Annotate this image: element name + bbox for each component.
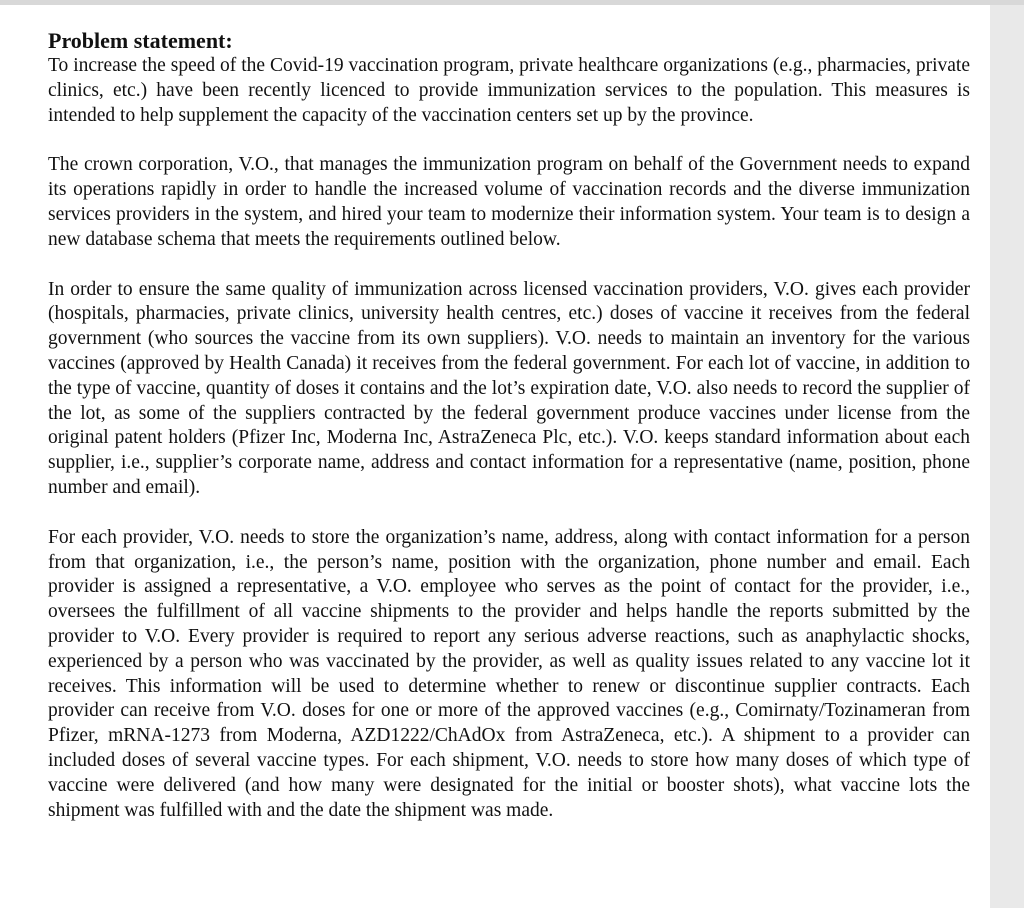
document-page <box>0 5 990 908</box>
paragraph-crown-corporation: The crown corporation, V.O., that manages the immunization program on behalf of the Government needs to expand its operations rapidly in order to handle the increased volume of vaccination records and the diverse immunization services providers in the system, and hired your team to modernize their information system. Your team is to design a new database schema that meets the requirements outlined below. <box>48 154 970 250</box>
problem-statement-heading: Problem statement: <box>48 28 233 53</box>
paragraph-vaccine-inventory: In order to ensure the same quality of immunization across licensed vaccination providers, V.O. gives each provider (hospitals, pharmacies, private clinics, university health centres, etc.) doses of vaccine it receives from the federal government (who sources the vaccine from its own suppliers). V.O. needs to maintain an inventory for the various vaccines (approved by Health Canada) it receives from the federal government. For each lot of vaccine, in addition to the type of vaccine, quantity of doses it contains and the lot’s expiration date, V.O. also needs to record the supplier of the lot, as some of the suppliers contracted by the federal government produce vaccines under license from the original patent holders (Pfizer Inc, Moderna Inc, AstraZeneca Plc, etc.). V.O. keeps standard information about each supplier, i.e., supplier’s corporate name, address and contact information for a representative (name, position, phone number and email). <box>48 278 970 498</box>
paragraph-intro: To increase the speed of the Covid-19 vaccination program, private healthcare organizations (e.g., pharmacies, private clinics, etc.) have been recently licenced to provide immunization services to the population. This measures is intended to help supplement the capacity of the vaccination centers set up by the province. <box>48 55 970 126</box>
document-content <box>48 28 970 823</box>
paragraph-providers-shipments: For each provider, V.O. needs to store the organization’s name, address, along with contact information for a person from that organization, i.e., the person’s name, position with the organization, phone number and email. Each provider is assigned a representative, a V.O. employee who serves as the point of contact for the provider, i.e., oversees the fulfillment of all vaccine shipments to the provider and helps handle the reports submitted by the provider to V.O. Every provider is required to report any serious adverse reactions, such as anaphylactic shocks, experienced by a person who was vaccinated by the provider, as well as quality issues related to any vaccine lot it receives. This information will be used to determine whether to renew or discontinue supplier contracts. Each provider can receive from V.O. doses for one or more of the approved vaccines (e.g., Comirnaty/Tozinameran from Pfizer, mRNA-1273 from Moderna, AZD1222/ChAdOx from AstraZeneca, etc.). A shipment to a provider can included doses of several vaccine types. For each shipment, V.O. needs to store how many doses of which type of vaccine were delivered (and how many were designated for the initial or booster shots), what vaccine lots the shipment was fulfilled with and the date the shipment was made. <box>48 526 970 821</box>
